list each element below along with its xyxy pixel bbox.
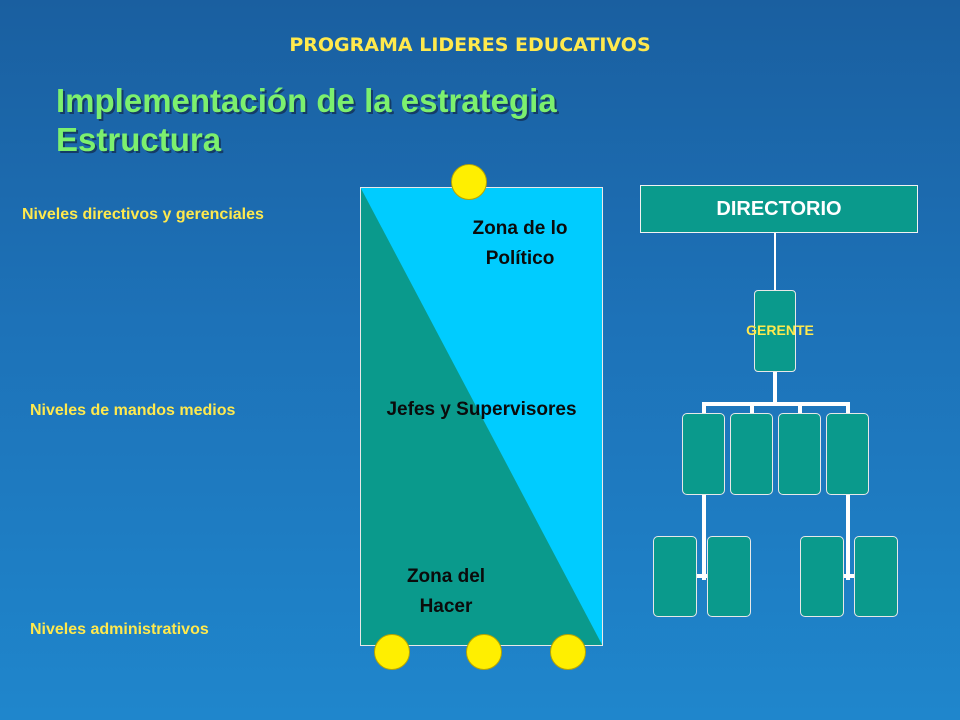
doing-zone-line1: Zona del bbox=[406, 566, 486, 587]
org-unit-box-3 bbox=[778, 413, 821, 495]
political-zone-line2: Político bbox=[485, 248, 555, 269]
bottom-circle-middle bbox=[466, 634, 502, 670]
level-directive-label: Niveles directivos y gerenciales bbox=[22, 206, 264, 223]
bottom-circle-right bbox=[550, 634, 586, 670]
doing-zone-line2: Hacer bbox=[419, 596, 473, 617]
org-unit-box-4 bbox=[826, 413, 869, 495]
org-unit-box-2 bbox=[730, 413, 773, 495]
org-sub-box-2 bbox=[707, 536, 751, 617]
org-sub-box-3 bbox=[800, 536, 844, 617]
political-zone-line1: Zona de lo bbox=[472, 218, 568, 239]
supervisors-label: Jefes y Supervisores bbox=[386, 399, 577, 420]
slide-title-line1: Implementación de la estrategia bbox=[56, 82, 557, 119]
header-title: PROGRAMA LIDERES EDUCATIVOS bbox=[289, 34, 651, 56]
connector-manager-down bbox=[773, 372, 777, 404]
org-sub-box-4 bbox=[854, 536, 898, 617]
connector-left-trunk bbox=[702, 495, 706, 580]
connector-director-manager bbox=[774, 233, 776, 290]
level-middle-label: Niveles de mandos medios bbox=[30, 402, 236, 419]
org-sub-box-1 bbox=[653, 536, 697, 617]
org-directorio-box: DIRECTORIO bbox=[640, 185, 918, 233]
level-admin-label: Niveles administrativos bbox=[30, 621, 209, 638]
connector-right-trunk bbox=[846, 495, 850, 580]
bottom-circle-left bbox=[374, 634, 410, 670]
top-circle bbox=[451, 164, 487, 200]
org-unit-box-1 bbox=[682, 413, 725, 495]
slide-title-line2: Estructura bbox=[56, 121, 222, 158]
org-gerente-label: GERENTE bbox=[746, 322, 814, 338]
connector-horizontal-bar bbox=[702, 402, 850, 406]
